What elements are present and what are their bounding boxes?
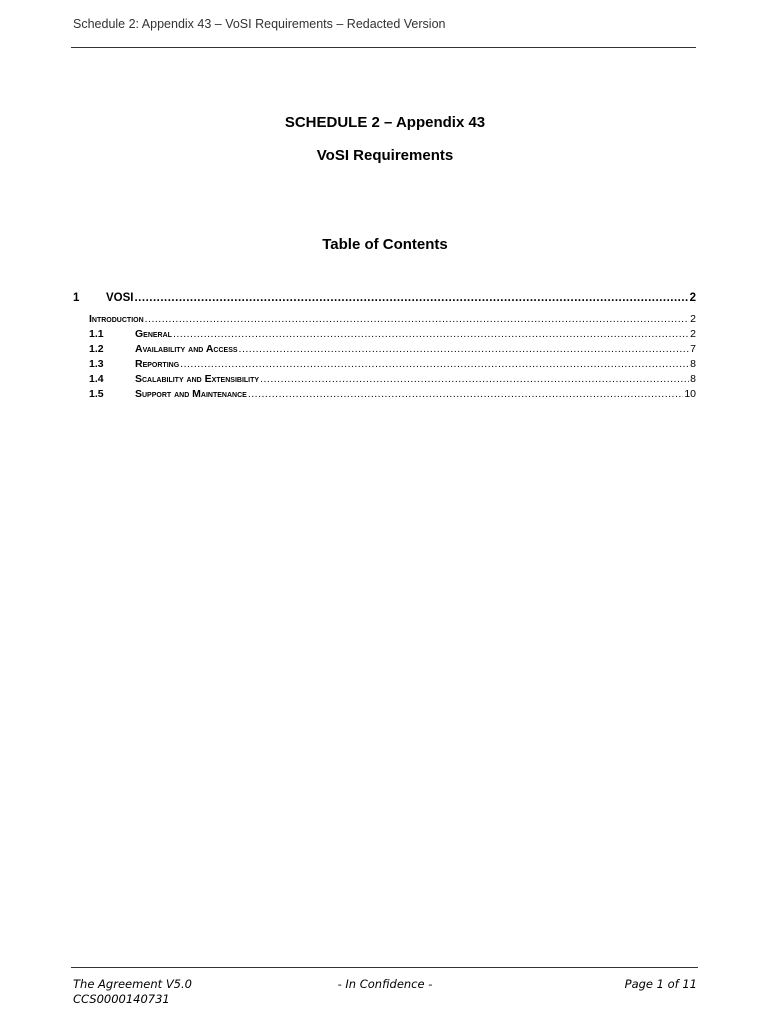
toc-entry-label: Support and Maintenance: [135, 388, 247, 400]
toc-entry-page: 2: [690, 328, 696, 340]
toc-entry-section-1[interactable]: [71, 288, 696, 308]
toc-entry-label: VOSI: [106, 292, 134, 304]
toc-entry-label: Scalability and Extensibility: [135, 373, 260, 385]
running-header: Schedule 2: Appendix 43 – VoSI Requirements – Redacted Version: [73, 17, 446, 31]
schedule-title: SCHEDULE 2 – Appendix 43: [284, 114, 486, 131]
toc-entry-1-4[interactable]: [71, 372, 696, 387]
footer-agreement-version: The Agreement V5.0: [73, 977, 192, 991]
toc-entry-1-1[interactable]: [71, 327, 696, 342]
toc-entry-label: Reporting: [135, 358, 180, 370]
toc-leader-dots: [180, 357, 689, 372]
toc-entry-number: 1: [73, 292, 80, 304]
toc-leader-dots: [134, 288, 688, 308]
toc-entry-1-5[interactable]: [71, 387, 696, 402]
toc-leader-dots: [145, 312, 690, 327]
subject-title: VoSI Requirements: [316, 147, 454, 164]
toc-entry-page: 8: [690, 373, 696, 385]
toc-entry-page: 10: [684, 388, 696, 400]
toc-entry-1-3[interactable]: [71, 357, 696, 372]
toc-entry-1-2[interactable]: [71, 342, 696, 357]
header-divider: [71, 47, 696, 48]
toc-heading: Table of Contents: [322, 236, 448, 253]
toc-entry-label: Introduction: [89, 313, 144, 325]
toc-leader-dots: [248, 387, 684, 402]
toc-entry-number: 1.5: [89, 388, 104, 400]
toc-leader-dots: [173, 327, 689, 342]
toc-entry-number: 1.3: [89, 358, 104, 370]
toc-leader-dots: [260, 372, 689, 387]
toc-entry-page: 8: [690, 358, 696, 370]
toc-entry-label: Availability and Access: [135, 343, 238, 355]
toc-entry-page: 2: [690, 313, 696, 325]
footer-divider: [71, 967, 698, 968]
footer-reference-number: CCS0000140731: [73, 992, 170, 1006]
toc-entry-introduction[interactable]: [71, 312, 696, 327]
footer-page-number: Page 1 of 11: [624, 977, 697, 991]
toc-entry-number: 1.2: [89, 343, 104, 355]
toc-leader-dots: [239, 342, 690, 357]
toc-entry-page: 7: [690, 343, 696, 355]
toc-entry-page: 2: [689, 292, 696, 304]
table-of-contents: [71, 288, 696, 402]
toc-entry-label: General: [135, 328, 172, 340]
toc-entry-number: 1.1: [89, 328, 104, 340]
footer-confidentiality: - In Confidence -: [337, 977, 433, 991]
toc-entry-number: 1.4: [89, 373, 104, 385]
